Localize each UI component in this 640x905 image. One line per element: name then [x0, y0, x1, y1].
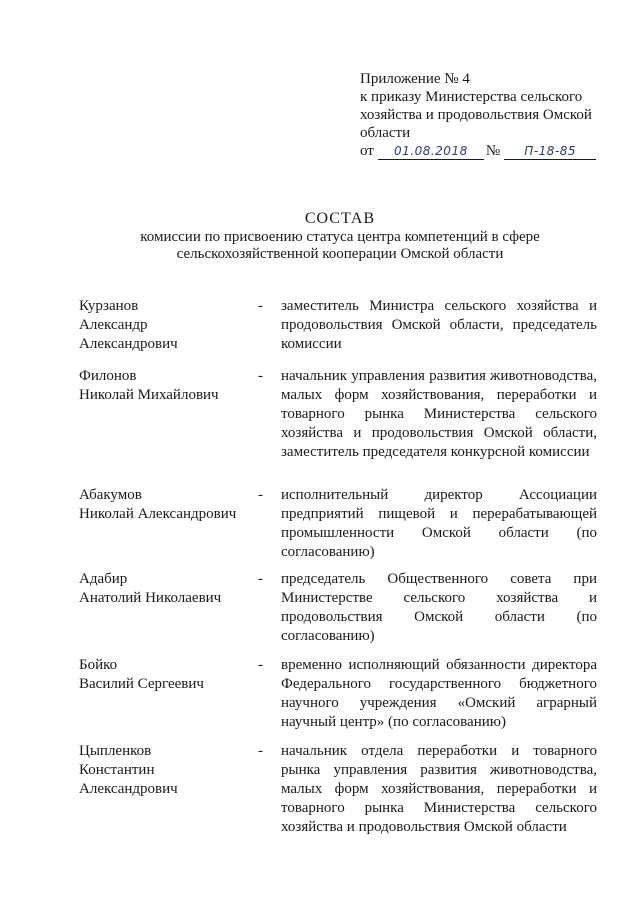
- member-surname: Филонов: [79, 368, 137, 384]
- handwritten-order-number: П-18-85: [504, 144, 596, 160]
- member-dash: -: [258, 368, 263, 384]
- member-position: начальник управления развития животноводства, малых форм хозяйствования, переработки и товарного рынка Министерства сельского хозяйства и продовольствия Омской области, заместитель председателя конкурсной комиссии: [281, 368, 597, 460]
- member-position: заместитель Министра сельского хозяйства и продовольствия Омской области, председатель комиссии: [281, 298, 597, 352]
- member-name: [79, 297, 249, 354]
- from-label: от: [360, 143, 374, 159]
- member-dash: -: [258, 657, 263, 673]
- appendix-ministry-line: хозяйства и продовольствия Омской: [360, 107, 592, 123]
- member-name: [79, 656, 249, 694]
- appendix-title: Приложение № 4: [360, 71, 470, 87]
- member-position: исполнительный директор Ассоциации предприятий пищевой и перерабатывающей промышленности Омской области (по согласованию): [281, 487, 597, 560]
- appendix-header: [360, 70, 600, 160]
- member-surname: Бойко: [79, 657, 118, 673]
- member-position: временно исполняющий обязанности директора Федерального государственного бюджетного научного учреждения «Омский аграрный научный центр» (по согласованию): [281, 657, 597, 730]
- member-dash: -: [258, 298, 263, 314]
- member-surname: Курзанов: [79, 298, 139, 314]
- document-subtitle-line-2: сельскохозяйственной кооперации Омской области: [176, 246, 504, 262]
- member-name: [79, 570, 249, 608]
- handwritten-date: 01.08.2018: [378, 144, 484, 160]
- member-dash: -: [258, 571, 263, 587]
- member-dash: -: [258, 743, 263, 759]
- member-position: председатель Общественного совета при Министерстве сельского хозяйства и продовольствия Омской области (по согласованию): [281, 571, 597, 644]
- member-name: [79, 367, 249, 405]
- member-name: [79, 742, 249, 799]
- document-title-block: [120, 210, 560, 263]
- member-patronymic: Александрович: [79, 781, 178, 797]
- member-full-name: Анатолий Николаевич: [79, 590, 222, 606]
- member-first-name: Константин: [79, 762, 155, 778]
- member-first-name: Александр: [79, 317, 148, 333]
- order-date-row: [360, 142, 600, 160]
- member-surname: Адабир: [79, 571, 128, 587]
- document-subtitle-line-1: комиссии по присвоению статуса центра компетенций в сфере: [140, 229, 540, 245]
- member-name: [79, 486, 249, 524]
- appendix-region-line: области: [360, 125, 411, 141]
- member-dash: -: [258, 487, 263, 503]
- document-title: СОСТАВ: [304, 210, 376, 227]
- member-surname: Цыпленков: [79, 743, 152, 759]
- appendix-order-line: к приказу Министерства сельского: [360, 89, 583, 105]
- member-full-name: Николай Михайлович: [79, 387, 219, 403]
- number-label: №: [485, 143, 501, 159]
- member-surname: Абакумов: [79, 487, 142, 503]
- member-patronymic: Александрович: [79, 336, 178, 352]
- member-full-name: Василий Сергеевич: [79, 676, 204, 692]
- member-full-name: Николай Александрович: [79, 506, 237, 522]
- member-position: начальник отдела переработки и товарного рынка управления развития животноводства, малых форм хозяйствования, переработки и товарного рынка Министерства сельского хозяйства и продовольствия Омской области: [281, 743, 597, 835]
